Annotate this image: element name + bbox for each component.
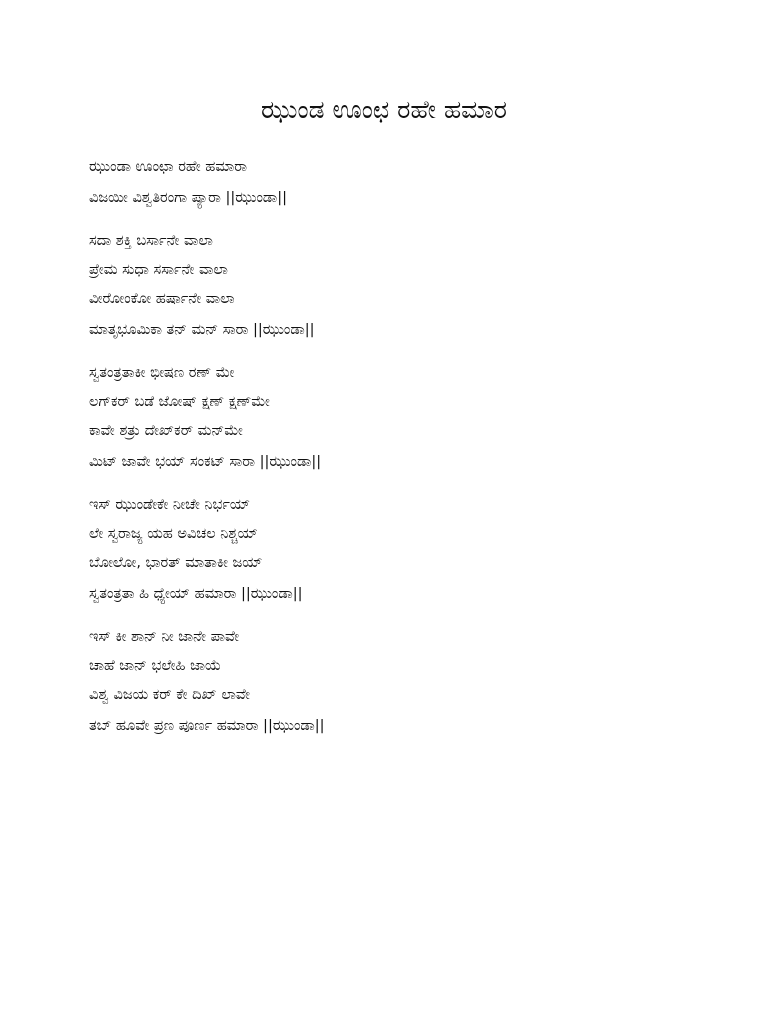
page-title: ಝುಂಡ ಊಂಛ ರಹೇ ಹಮಾರ	[261, 95, 507, 124]
stanza-5	[89, 623, 709, 741]
verse-line: ಝುಂಡಾ ಊಂಛಾ ರಹೇ ಹಮಾರಾ	[89, 159, 248, 175]
verse-line: ಕಾವೇ ಶತ್ರು ದೇಖ್‌ಕರ್ ಮನ್‌ಮೇ	[89, 423, 243, 439]
refrain-line: ಮಿಟ್ ಜಾವೇ ಭಯ್ ಸಂಕಟ್ ಸಾರಾ ||ಝುಂಡಾ||	[89, 454, 322, 470]
stanza-2	[89, 227, 709, 345]
verse-line: ಬೋಲೋ, ಭಾರತ್ ಮಾತಾಕೀ ಜಯ್	[89, 555, 263, 571]
refrain-line: ಮಾತೃಭೂಮಿಕಾ ತನ್ ಮನ್ ಸಾರಾ ||ಝುಂಡಾ||	[89, 322, 315, 338]
verse-line: ಪ್ರೇಮ ಸುಧಾ ಸರ್ಸಾನೇ ವಾಲಾ	[89, 262, 228, 278]
refrain-line: ಸ್ವತಂತ್ರತಾ ಹಿ ಧ್ಯೇಯ್ ಹಮಾರಾ ||ಝುಂಡಾ||	[89, 586, 303, 602]
verse-line: ವಿಶ್ವ ವಿಜಯ ಕರ್ ಕೇ ದಿಖ್ ಲಾವೇ	[89, 687, 250, 703]
verse-line: ಚಾಹೆ ಜಾನ್ ಭಲೇಹಿ ಜಾಯೆ	[89, 658, 222, 674]
verse-line: ವೀರೋಂಕೋ ಹರ್ಷಾನೇ ವಾಲಾ	[89, 291, 235, 307]
refrain-line: ವಿಜಯೀ ವಿಶ್ವತಿರಂಗಾ ಪ್ಯಾರಾ ||ಝುಂಡಾ||	[89, 190, 288, 206]
refrain-line: ತಬ್ ಹೂವೇ ಪ್ರಣ ಪೂರ್ಣ ಹಮಾರಾ ||ಝುಂಡಾ||	[89, 718, 325, 734]
stanza-3	[89, 359, 709, 477]
stanza-4	[89, 491, 709, 609]
verse-line: ಸದಾ ಶಕ್ತಿ ಬರ್ಸಾನೇ ವಾಲಾ	[89, 233, 213, 249]
verse-line: ಲಗ್‌ಕರ್ ಬಡೆ ಜೋಷ್ ಕ್ಷಣ್ ಕ್ಷಣ್‌ಮೇ	[89, 394, 270, 410]
stanza-1	[89, 153, 709, 213]
verse-line: ಲೇ ಸ್ವರಾಜ್ಯ ಯಹ ಅವಿಚಲ ನಿಶ್ಚಯ್	[89, 526, 258, 542]
song-body	[89, 153, 709, 755]
verse-line: ಸ್ವತಂತ್ರತಾಕೀ ಭೀಷಣ ರಣ್ ಮೇ	[89, 365, 235, 381]
verse-line: ಇಸ್ ಝುಂಡೇಕೇ ನೀಚೇ ನಿರ್ಭಯ್	[89, 497, 251, 513]
verse-line: ಇಸ್ ಕೀ ಶಾನ್ ನೀ ಜಾನೇ ಪಾವೇ	[89, 629, 240, 645]
